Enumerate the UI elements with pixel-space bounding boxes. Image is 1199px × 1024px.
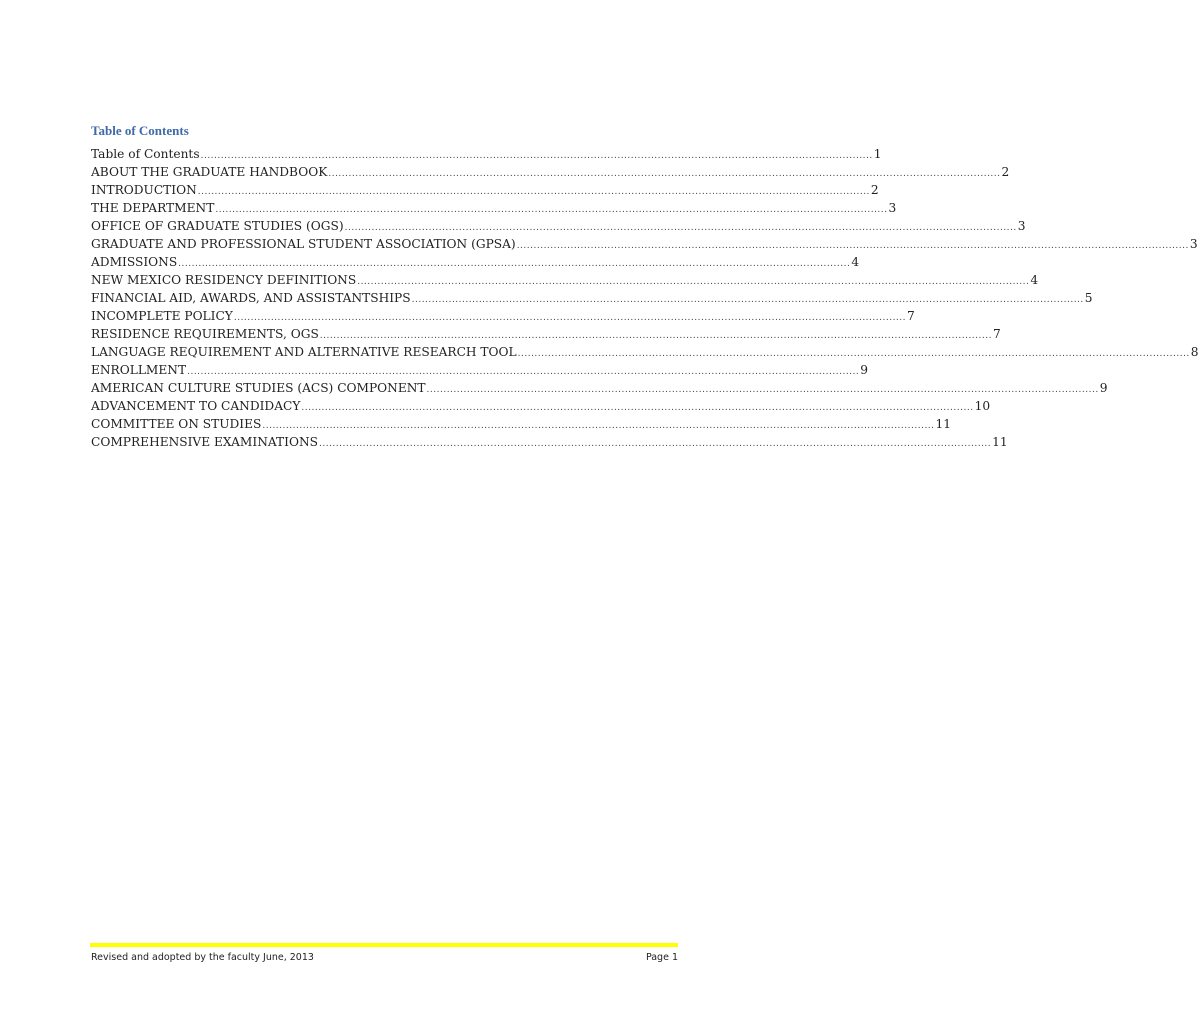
toc-entry[interactable] (91, 181, 879, 199)
toc-entry-page: 7 (907, 309, 915, 323)
toc-dot-leader: ........................................................................................................................................................................................................ (344, 223, 1017, 233)
toc-entry-page: 3 (888, 201, 897, 215)
toc-entry-title: AMERICAN CULTURE STUDIES (ACS) COMPONENT (91, 381, 426, 395)
toc-dot-leader: ........................................................................................................................................................................................................ (262, 421, 935, 431)
toc-entry-title: ADVANCEMENT TO CANDIDACY (91, 399, 301, 413)
toc-entry-title: ENROLLMENT (91, 363, 187, 377)
toc-dot-leader: ........................................................................................................................................................................................................ (328, 169, 1001, 179)
toc-dot-leader: ........................................................................................................................................................................................................ (318, 439, 992, 449)
toc-entry[interactable] (91, 199, 897, 217)
toc-entry-page: 11 (935, 417, 952, 431)
toc-entry-title: ADMISSIONS (91, 255, 178, 269)
toc-entry[interactable] (91, 379, 1108, 397)
toc-entry-page: 9 (860, 363, 869, 377)
toc-dot-leader: ........................................................................................................................................................................................................ (301, 403, 974, 413)
toc-entry[interactable] (91, 415, 952, 433)
toc-entry-page: 11 (992, 435, 1008, 449)
toc-entry[interactable] (91, 217, 1026, 235)
toc-entry-title: GRADUATE AND PROFESSIONAL STUDENT ASSOCIATION (GPSA) (91, 237, 516, 251)
toc-entry-page: 4 (1030, 273, 1039, 287)
toc-entry-page: 3 (1017, 219, 1026, 233)
toc-entry-page: 9 (1099, 381, 1108, 395)
toc-entry-title: ABOUT THE GRADUATE HANDBOOK (91, 165, 328, 179)
toc-entry-page: 3 (1189, 237, 1198, 251)
toc-dot-leader: ........................................................................................................................................................................................................ (200, 151, 873, 161)
toc-dot-leader: ........................................................................................................................................................................................................ (178, 259, 851, 269)
toc-entry-title: RESIDENCE REQUIREMENTS, OGS (91, 327, 319, 341)
toc-dot-leader: ........................................................................................................................................................................................................ (426, 385, 1099, 395)
toc-entry[interactable] (91, 307, 915, 325)
toc-entry[interactable] (91, 361, 869, 379)
toc-entry[interactable] (91, 145, 882, 163)
toc-entry-page: 2 (1001, 165, 1010, 179)
toc-entry[interactable] (91, 325, 1001, 343)
toc-dot-leader: ........................................................................................................................................................................................................ (319, 331, 992, 341)
footer-revision-note: Revised and adopted by the faculty June, 2013 (91, 952, 314, 963)
toc-entry-page: 2 (870, 183, 879, 197)
toc-entry[interactable] (91, 271, 1039, 289)
toc-dot-leader: ........................................................................................................................................................................................................ (197, 187, 870, 197)
toc-entry[interactable] (91, 235, 1198, 253)
toc-entry-page: 1 (873, 147, 882, 161)
toc-entry[interactable] (91, 397, 991, 415)
toc-list (91, 145, 1199, 451)
toc-entry-title: Table of Contents (91, 147, 200, 161)
toc-entry-page: 10 (974, 399, 991, 413)
toc-entry-title: INCOMPLETE POLICY (91, 309, 233, 323)
toc-entry[interactable] (91, 343, 1199, 361)
toc-entry[interactable] (91, 163, 1010, 181)
toc-entry-title: INTRODUCTION (91, 183, 197, 197)
toc-dot-leader: ........................................................................................................................................................................................................ (411, 295, 1084, 305)
toc-entry-title: THE DEPARTMENT (91, 201, 215, 215)
toc-dot-leader: ........................................................................................................................................................................................................ (517, 349, 1190, 359)
toc-entry-title: LANGUAGE REQUIREMENT AND ALTERNATIVE RESEARCH TOOL (91, 345, 517, 359)
toc-entry-title: COMMITTEE ON STUDIES (91, 417, 262, 431)
toc-dot-leader: ........................................................................................................................................................................................................ (516, 241, 1189, 251)
toc-entry-title: COMPREHENSIVE EXAMINATIONS (91, 435, 318, 449)
toc-entry-page: 8 (1190, 345, 1199, 359)
toc-entry-page: 5 (1084, 291, 1093, 305)
toc-dot-leader: ........................................................................................................................................................................................................ (215, 205, 888, 215)
toc-entry-title: OFFICE OF GRADUATE STUDIES (OGS) (91, 219, 344, 233)
toc-entry-page: 4 (851, 255, 860, 269)
toc-entry-page: 7 (992, 327, 1001, 341)
toc-dot-leader: ........................................................................................................................................................................................................ (187, 367, 860, 377)
toc-entry[interactable] (91, 253, 860, 271)
toc-entry-title: NEW MEXICO RESIDENCY DEFINITIONS (91, 273, 357, 287)
footer-page-number: Page 1 (645, 952, 678, 963)
toc-heading: Table of Contents (91, 123, 189, 138)
toc-dot-leader: ........................................................................................................................................................................................................ (233, 313, 907, 323)
footer-rule (90, 943, 678, 947)
toc-dot-leader: ........................................................................................................................................................................................................ (357, 277, 1030, 287)
toc-entry[interactable] (91, 289, 1093, 307)
toc-entry[interactable] (91, 433, 1008, 451)
toc-entry-title: FINANCIAL AID, AWARDS, AND ASSISTANTSHIPS (91, 291, 411, 305)
